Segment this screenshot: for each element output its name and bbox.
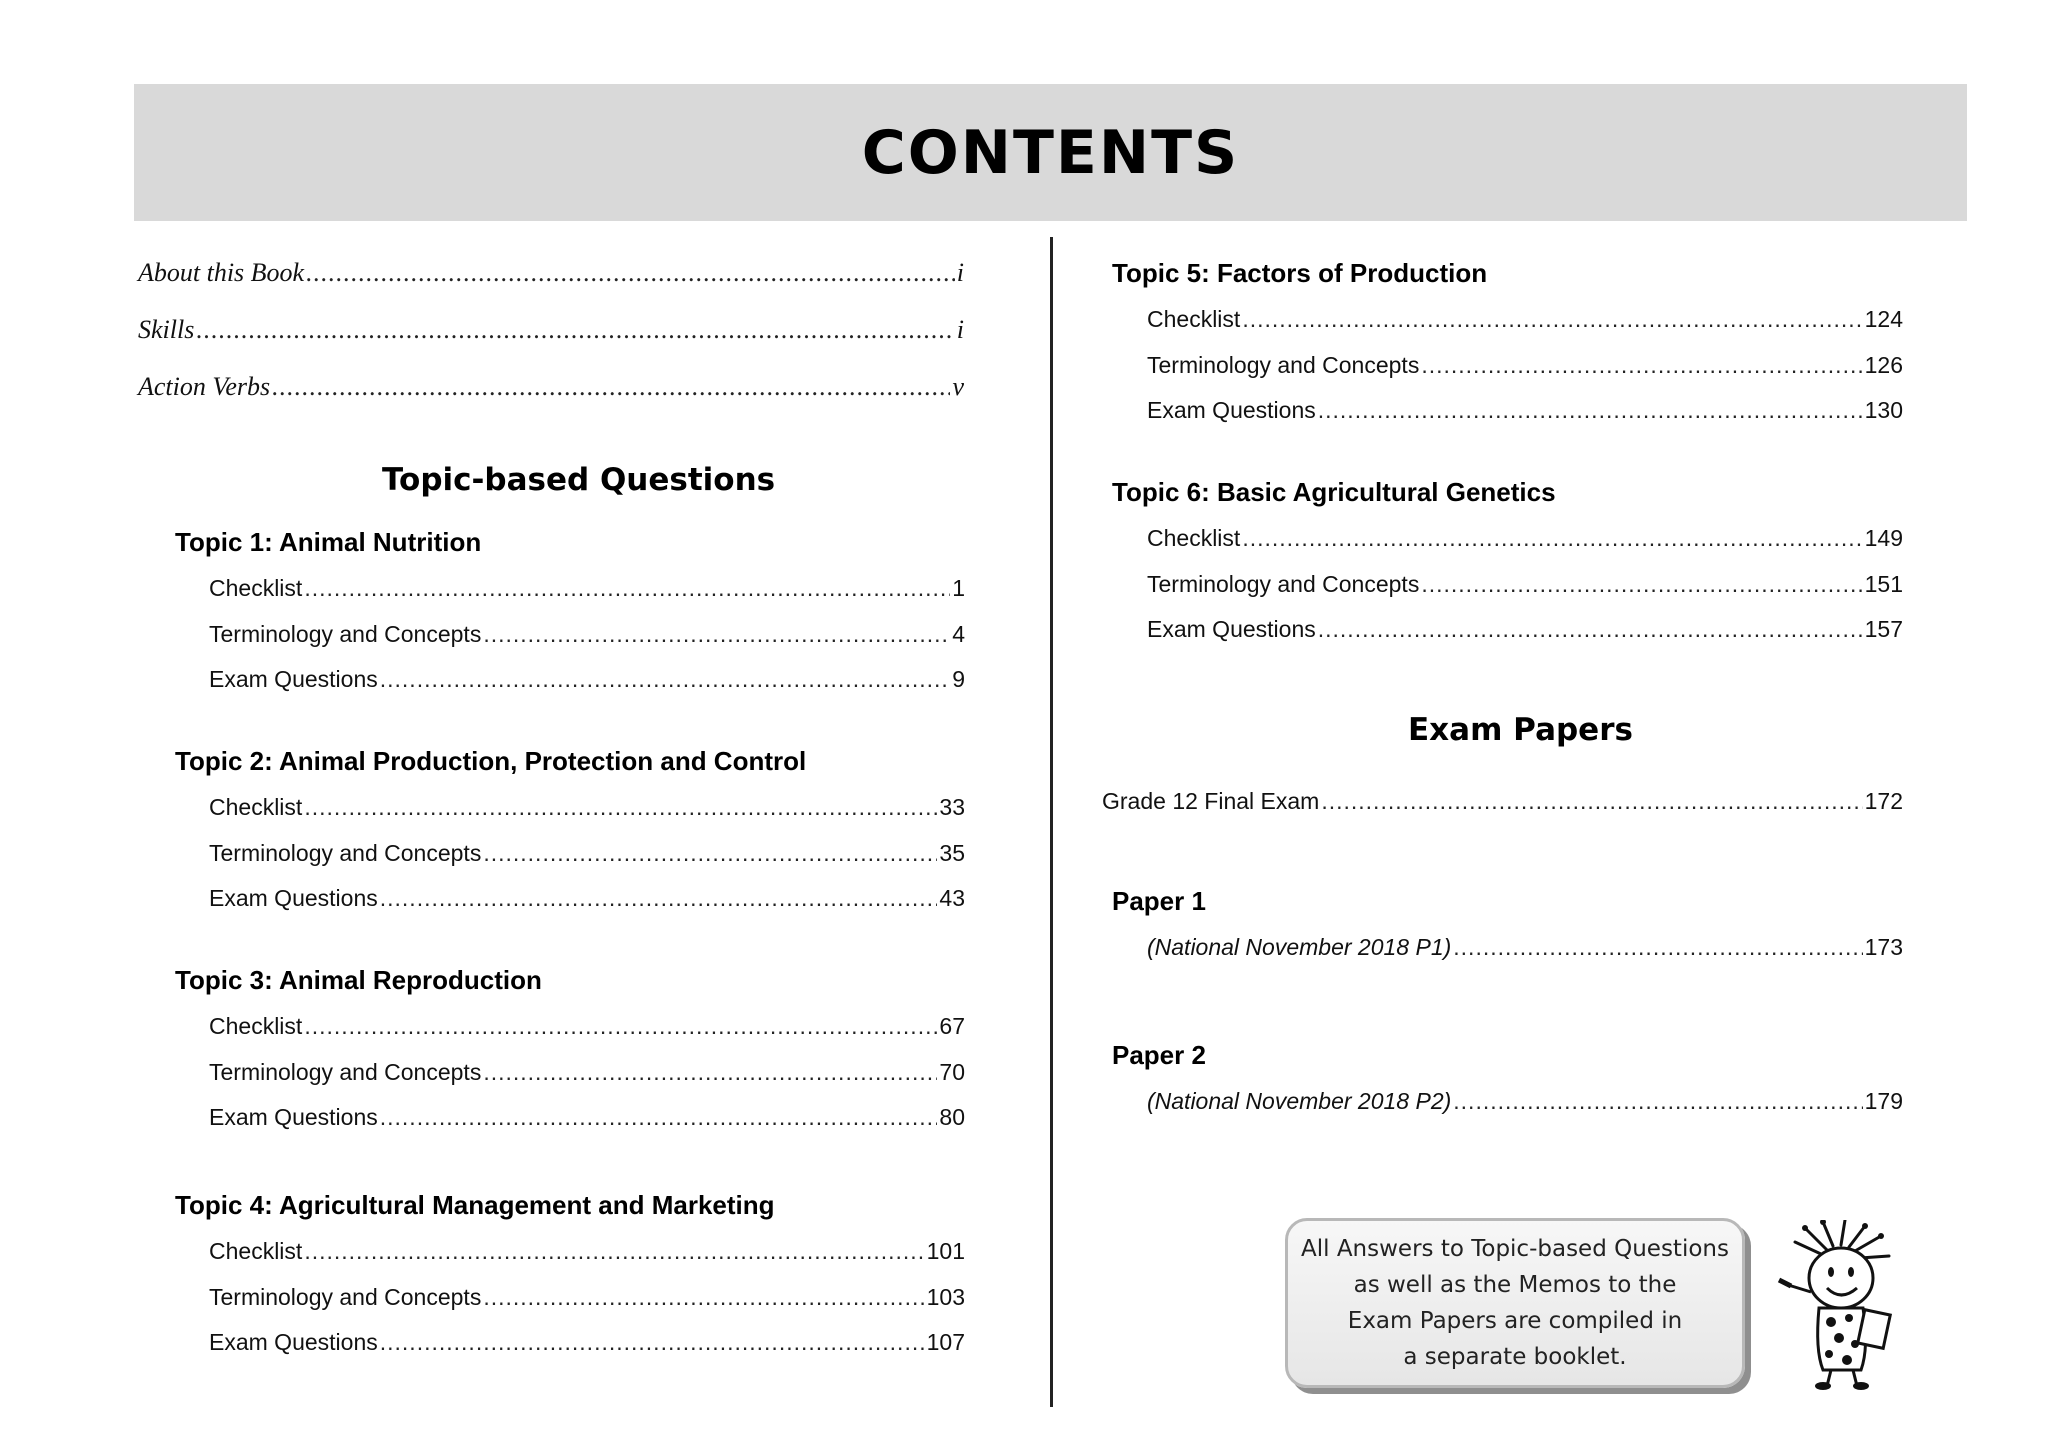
leader-dots	[304, 1013, 937, 1040]
leader-dots	[1421, 571, 1862, 598]
toc-entry[interactable]	[209, 1013, 965, 1040]
leader-dots	[483, 1284, 924, 1311]
toc-entry-page: 149	[1864, 525, 1903, 551]
toc-entry-label: Exam Questions	[1147, 397, 1316, 423]
toc-entry[interactable]	[209, 666, 965, 693]
column-divider	[1050, 237, 1053, 1407]
contents-banner	[134, 84, 1967, 221]
toc-entry-label: Terminology and Concepts	[209, 621, 482, 647]
toc-entry[interactable]	[209, 1059, 965, 1086]
topic-heading: Topic 3: Animal Reproduction	[175, 965, 542, 995]
toc-entry-label: Terminology and Concepts	[1147, 352, 1420, 378]
toc-entry[interactable]	[209, 575, 965, 602]
paper-heading: Paper 1	[1112, 886, 1206, 916]
page-title: CONTENTS	[861, 117, 1240, 188]
toc-entry[interactable]	[209, 1238, 965, 1265]
toc-entry-page: 43	[939, 885, 965, 911]
toc-entry-label: Checklist	[1147, 306, 1241, 332]
note-line: a separate booklet.	[1403, 1344, 1627, 1370]
section-title-exam-papers: Exam Papers	[1408, 712, 1633, 748]
toc-entry-page: 67	[939, 1013, 965, 1039]
topic-heading: Topic 6: Basic Agricultural Genetics	[1112, 477, 1556, 507]
leader-dots	[272, 372, 950, 402]
toc-entry-page: 157	[1864, 616, 1903, 642]
cartoon-child-mascot-icon	[1765, 1220, 1915, 1390]
toc-entry-label: (National November 2018 P2)	[1147, 1088, 1452, 1114]
toc-entry-page: 4	[952, 621, 965, 647]
toc-entry-label: Exam Questions	[1147, 616, 1316, 642]
toc-entry[interactable]	[209, 885, 965, 912]
toc-entry-page: 126	[1864, 352, 1903, 378]
toc-entry-page: 151	[1864, 571, 1903, 597]
toc-entry[interactable]	[209, 1284, 965, 1311]
toc-entry[interactable]	[1147, 571, 1903, 598]
toc-entry[interactable]	[1147, 306, 1903, 333]
leader-dots	[1453, 1088, 1862, 1115]
leader-dots	[304, 575, 950, 602]
toc-entry-page: 101	[926, 1238, 965, 1264]
toc-entry-page: 124	[1864, 306, 1903, 332]
leader-dots	[1321, 788, 1862, 815]
topic-heading: Topic 4: Agricultural Management and Marketing	[175, 1190, 775, 1220]
toc-entry-page: 130	[1864, 397, 1903, 423]
toc-entry[interactable]	[1147, 616, 1903, 643]
leader-dots	[380, 666, 950, 693]
topic-heading: Topic 2: Animal Production, Protection and Control	[175, 746, 807, 776]
toc-entry-label: Exam Questions	[209, 666, 378, 692]
toc-entry-paper-2[interactable]	[1147, 1088, 1903, 1115]
leader-dots	[483, 621, 950, 648]
leader-dots	[380, 1104, 938, 1131]
toc-entry-label: Checklist	[1147, 525, 1241, 551]
toc-entry-page: 1	[952, 575, 965, 601]
toc-entry[interactable]	[209, 621, 965, 648]
leader-dots	[380, 885, 938, 912]
leader-dots	[483, 1059, 937, 1086]
toc-entry[interactable]	[1147, 397, 1903, 424]
toc-entry-page: i	[956, 315, 964, 344]
toc-entry-page: 172	[1864, 788, 1903, 814]
toc-entry-label: Exam Questions	[209, 1329, 378, 1355]
leader-dots	[304, 794, 937, 821]
leader-dots	[1242, 525, 1862, 552]
toc-entry[interactable]	[209, 794, 965, 821]
topic-heading: Topic 1: Animal Nutrition	[175, 527, 482, 557]
toc-entry-final-exam[interactable]	[1102, 788, 1903, 815]
leader-dots	[1242, 306, 1862, 333]
toc-entry-page: 80	[939, 1104, 965, 1130]
leader-dots	[1318, 616, 1863, 643]
toc-entry-page: v	[952, 372, 964, 401]
toc-entry-page: 35	[939, 840, 965, 866]
answers-note-box	[1285, 1218, 1745, 1388]
note-line: All Answers to Topic-based Questions	[1301, 1236, 1729, 1262]
leader-dots	[1453, 934, 1862, 961]
toc-entry-label: Checklist	[209, 1013, 303, 1039]
section-title-topic-based: Topic-based Questions	[382, 462, 776, 498]
toc-entry[interactable]	[209, 1104, 965, 1131]
toc-entry-label: (National November 2018 P1)	[1147, 934, 1452, 960]
topic-heading: Topic 5: Factors of Production	[1112, 258, 1488, 288]
toc-entry-page: i	[956, 258, 964, 287]
toc-entry-label: Checklist	[209, 1238, 303, 1264]
answers-note-text	[1295, 1231, 1735, 1375]
leader-dots	[483, 840, 937, 867]
toc-entry-about[interactable]	[138, 258, 964, 288]
toc-entry-label: Skills	[138, 315, 195, 344]
toc-entry-label: Terminology and Concepts	[209, 1059, 482, 1085]
leader-dots	[304, 1238, 924, 1265]
toc-entry-page: 107	[926, 1329, 965, 1355]
toc-entry[interactable]	[1147, 352, 1903, 379]
toc-entry-label: Checklist	[209, 794, 303, 820]
toc-entry-page: 173	[1864, 934, 1903, 960]
toc-entry-page: 33	[939, 794, 965, 820]
toc-entry-label: Action Verbs	[138, 372, 271, 401]
toc-entry-page: 70	[939, 1059, 965, 1085]
toc-entry[interactable]	[1147, 525, 1903, 552]
toc-entry-label: About this Book	[138, 258, 305, 287]
leader-dots	[1421, 352, 1862, 379]
toc-entry-label: Exam Questions	[209, 1104, 378, 1130]
toc-entry-page: 103	[926, 1284, 965, 1310]
toc-entry-paper-1[interactable]	[1147, 934, 1903, 961]
leader-dots	[1318, 397, 1863, 424]
toc-entry-label: Terminology and Concepts	[209, 840, 482, 866]
toc-entry-skills[interactable]	[138, 315, 964, 345]
toc-entry-label: Checklist	[209, 575, 303, 601]
toc-entry[interactable]	[209, 840, 965, 867]
toc-entry-label: Grade 12 Final Exam	[1102, 788, 1320, 814]
note-line: Exam Papers are compiled in	[1347, 1308, 1683, 1334]
toc-entry-page: 179	[1864, 1088, 1903, 1114]
leader-dots	[196, 315, 954, 345]
toc-entry-label: Terminology and Concepts	[1147, 571, 1420, 597]
toc-entry-action-verbs[interactable]	[138, 372, 964, 402]
toc-entry[interactable]	[209, 1329, 965, 1356]
toc-entry-page: 9	[952, 666, 965, 692]
toc-entry-label: Terminology and Concepts	[209, 1284, 482, 1310]
leader-dots	[306, 258, 955, 288]
toc-entry-label: Exam Questions	[209, 885, 378, 911]
note-line: as well as the Memos to the	[1353, 1272, 1677, 1298]
paper-heading: Paper 2	[1112, 1040, 1206, 1070]
leader-dots	[380, 1329, 925, 1356]
